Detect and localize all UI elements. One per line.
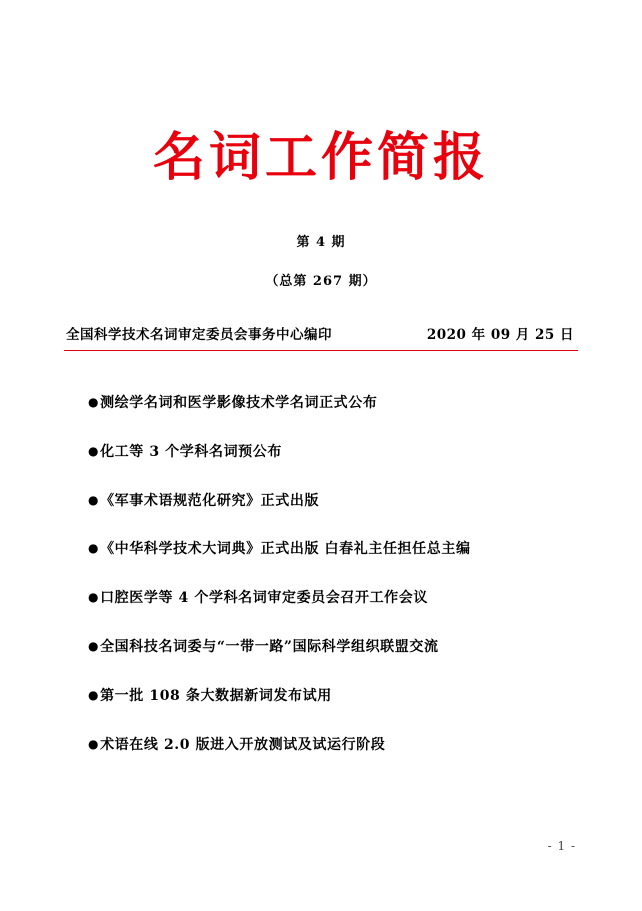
bullet-icon: ●	[88, 492, 100, 507]
issuer-name: 全国科学技术名词审定委员会事务中心编印	[66, 327, 332, 343]
list-item-label: 《军事术语规范化研究》正式出版	[100, 492, 320, 509]
bullet-icon: ●	[88, 590, 100, 605]
bullet-icon: ●	[88, 687, 100, 702]
red-divider-rule	[64, 350, 578, 351]
list-item-label: 《中华科学技术大词典》正式出版 白春礼主任担任总主编	[100, 541, 471, 558]
list-item	[88, 737, 580, 754]
bullet-icon: ●	[88, 395, 100, 409]
list-item	[88, 541, 580, 558]
list-item	[88, 493, 580, 510]
list-item-label: 第一批 108 条大数据新词发布试用	[100, 687, 332, 704]
bullet-icon: ●	[88, 443, 100, 458]
masthead-title: 名词工作简报	[152, 127, 489, 188]
issue-number: 第 4 期	[296, 235, 346, 250]
list-item	[88, 590, 580, 607]
list-item-label: 全国科技名词委与“一带一路”国际科学组织联盟交流	[100, 638, 439, 655]
list-item	[88, 639, 580, 656]
page-number: - 1 -	[547, 839, 576, 853]
publication-date: 2020 年 09 月 25 日	[426, 327, 574, 343]
list-item-label: 测绘学名词和医学影像技术学名词正式公布	[100, 395, 378, 411]
bullet-icon: ●	[88, 638, 100, 653]
list-item-label: 化工等 3 个学科名词预公布	[100, 443, 282, 460]
list-item	[88, 395, 580, 412]
list-item	[88, 688, 580, 705]
list-item-label: 口腔医学等 4 个学科名词审定委员会召开工作会议	[100, 590, 428, 607]
contents-list	[62, 395, 580, 753]
issue-total-number: （总第 267 期）	[265, 274, 377, 289]
imprint-line	[62, 323, 580, 350]
list-item-label: 术语在线 2.0 版进入开放测试及试运行阶段	[100, 736, 386, 753]
list-item	[88, 444, 580, 461]
bullet-icon: ●	[88, 541, 100, 556]
bullet-icon: ●	[88, 736, 100, 751]
